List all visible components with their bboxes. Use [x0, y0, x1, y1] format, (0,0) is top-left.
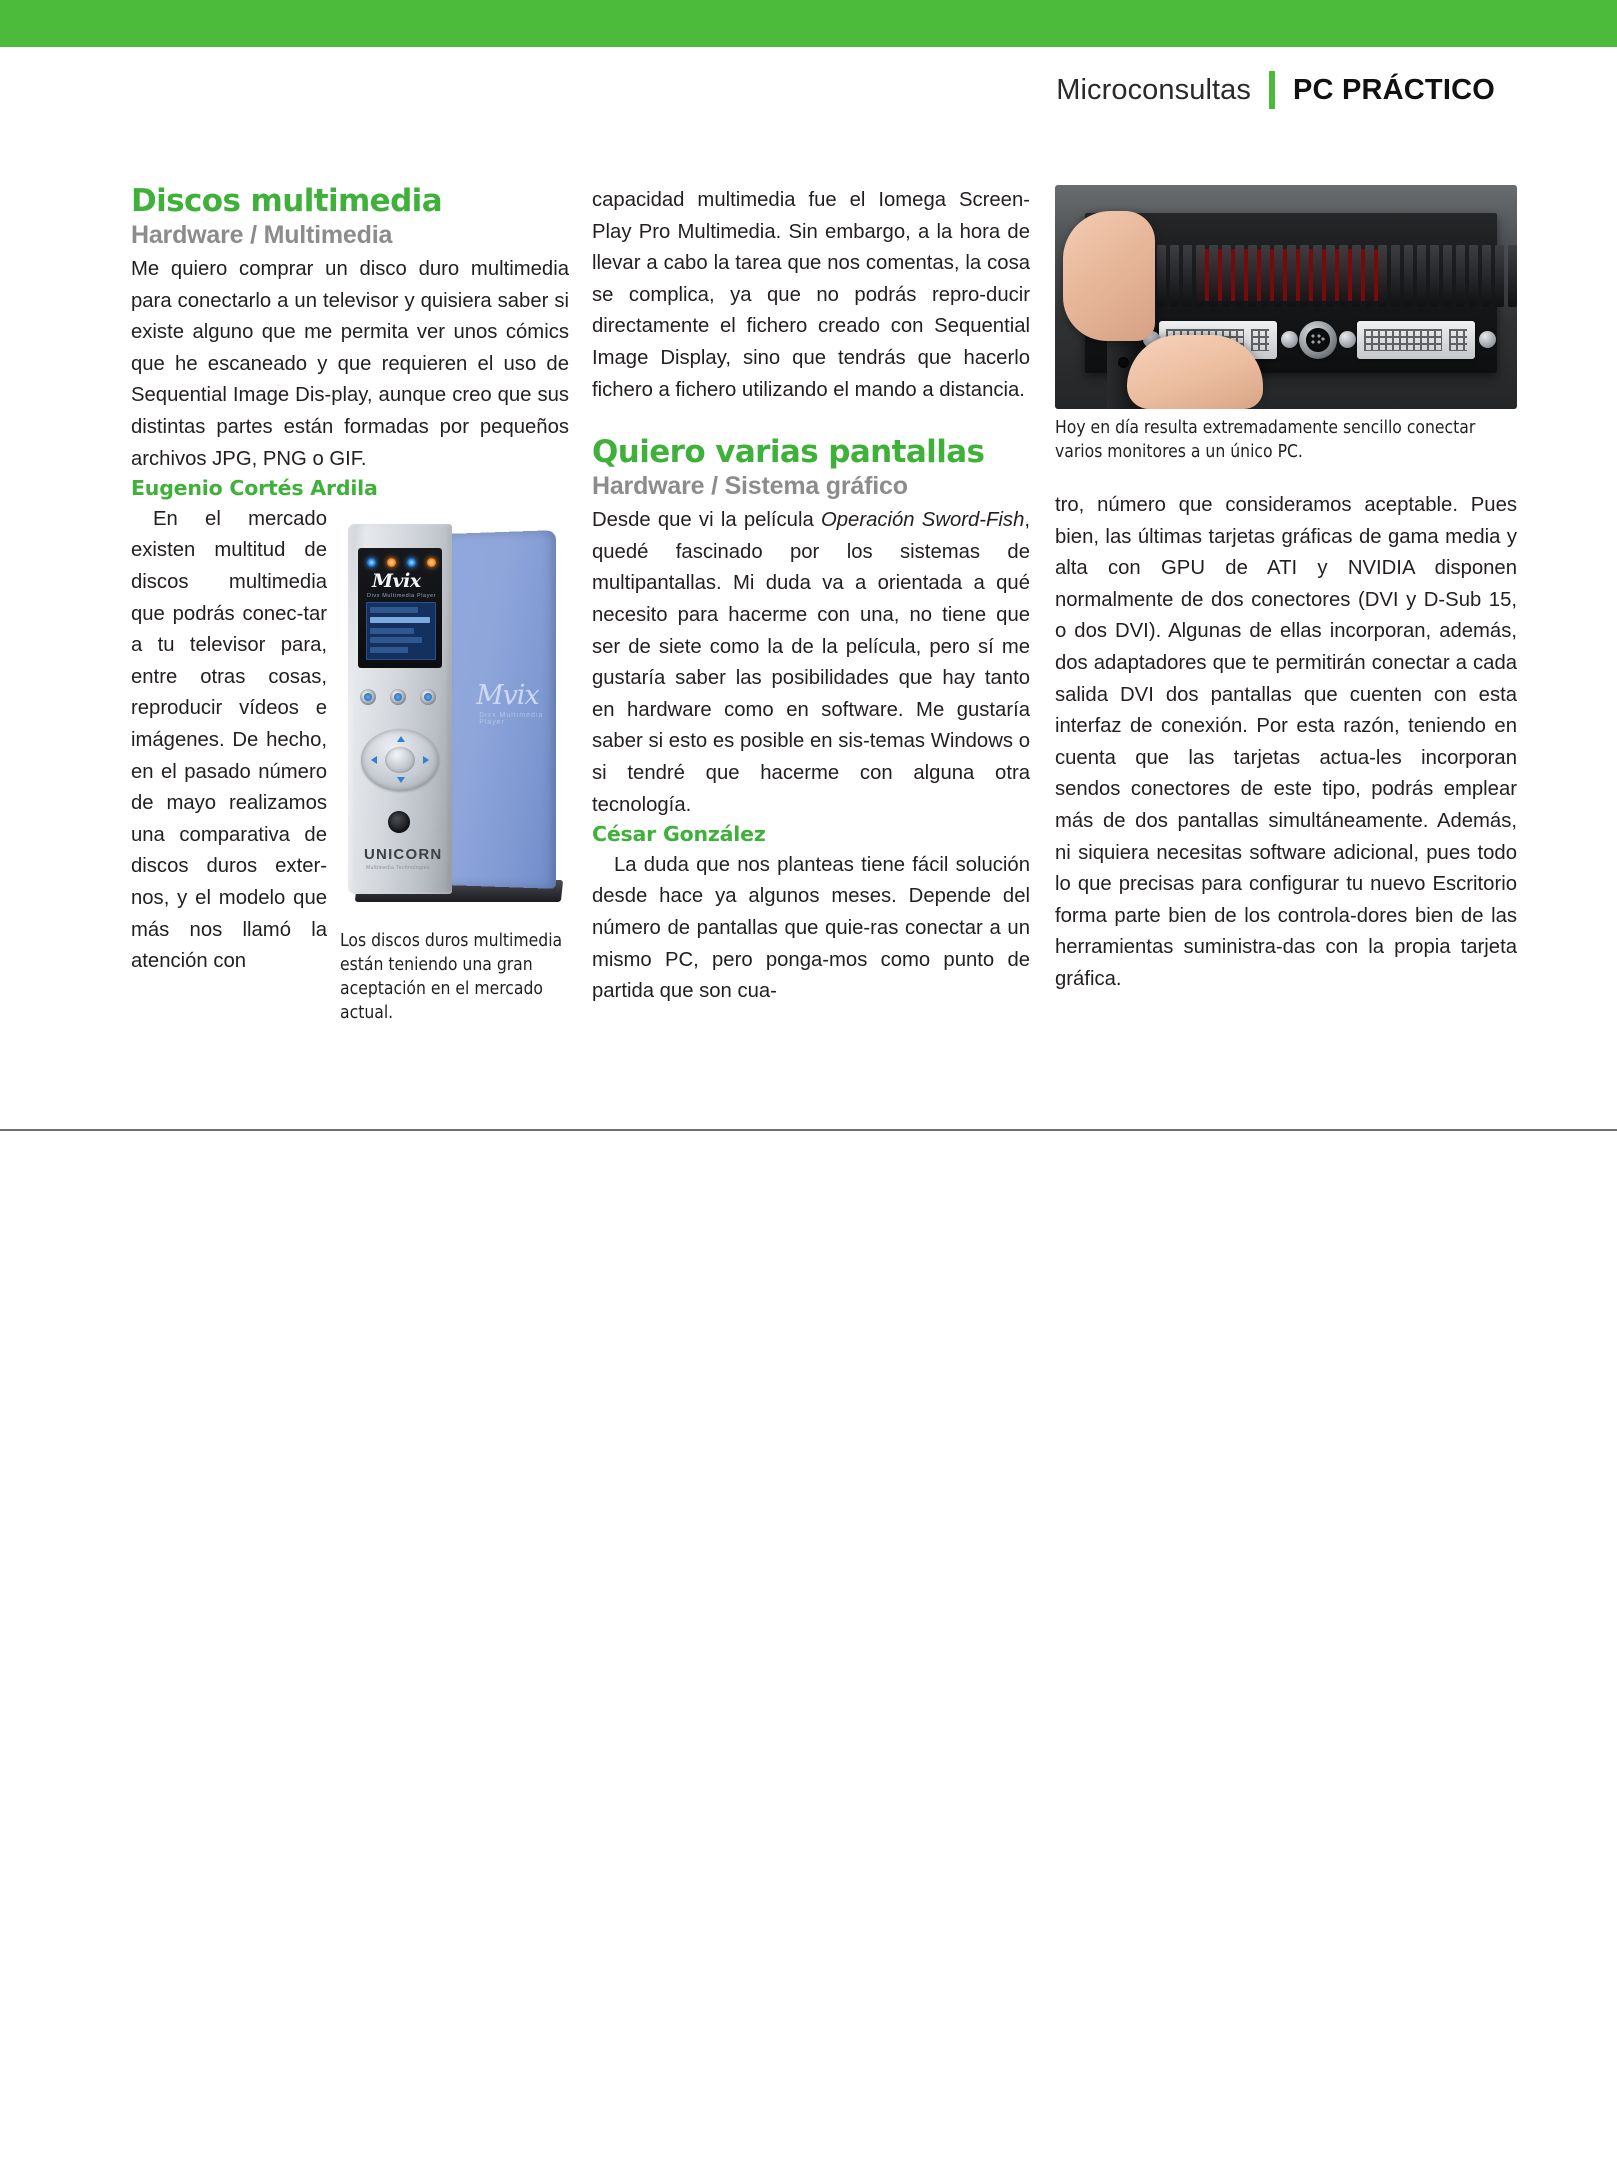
status-led-power-icon: [367, 558, 376, 567]
graphics-card-photo: [1055, 185, 1517, 409]
article-2-question: [592, 505, 1030, 821]
disk-side-brand-logo: Mvix: [476, 679, 539, 711]
disk-front-brand-tagline: Divx Multimedia Player: [367, 592, 437, 599]
section-name: Microconsultas: [1056, 73, 1251, 106]
dvi-2-screw-right-icon: [1479, 331, 1496, 348]
article-1-answer-wrapped: En el mercado existen multitud de discos multimedia que podrás conec-tar a tu televisor para, entre otras cosas, reproducir vídeos e imágenes. De hecho, en el pasado número de mayo realizamos una comparativa de discos duros exter-nos, y el modelo que más nos llamó la atención con: [131, 507, 327, 973]
disk-button-menu: [390, 689, 406, 705]
article-1-title: Discos multimedia: [131, 183, 443, 219]
article-1-answer-wrap-block: [131, 504, 569, 1023]
disk-front-panel: [348, 524, 452, 894]
article-2-answer-part2: tro, número que consideramos aceptable. Pues bien, las últimas tarjetas gráficas de gama media y alta con GPU de ATI y NVIDIA disponen normalmente de dos conectores (DVI y D-Sub 15, o dos DVI). Algunas de ellas incorporan, además, dos adaptadores que te permitirán conectar a cada salida DVI dos pantallas que cuenten con esta interfaz de conexión. Por esta razón, teniendo en cuenta que las tarjetas actua-les incorporan sendos conectores de este tipo, podrás emplear más de dos pantallas simultáneamente. Además, ni siquiera necesitas software adicional, pues todo lo que precisas para configurar tu nuevo Escritorio forma parte bien de los controla-dores bien de las herramientas suministra-das con la propia tarjeta gráfica.: [1055, 494, 1517, 990]
multimedia-disk-caption: Los discos duros multimedia están teniendo una gran aceptación en el mercado actual.: [340, 930, 563, 1023]
disk-ir-receiver-icon: [388, 811, 410, 833]
disk-side-brand-tagline: Divx Multimedia Player: [479, 711, 544, 726]
article-2-question-pre: Desde que vi la película: [592, 509, 821, 532]
article-2-answer-part1: La duda que nos planteas tiene fácil solución desde hace ya algunos meses. Depende del número de pantallas que quie-ras conectar a un mismo PC, pero ponga-mos como punto de partida que son cua-: [592, 853, 1030, 1003]
disk-button-return: [420, 689, 436, 705]
article-2-subtitle: Hardware / Sistema gráfico: [592, 471, 908, 500]
figure-graphics-card: [1055, 185, 1517, 464]
magazine-name: PC PRÁCTICO: [1293, 73, 1495, 106]
disk-dpad-control: [361, 729, 439, 791]
dvi-port-2-icon: [1357, 321, 1475, 359]
disk-display-panel: [358, 548, 442, 668]
disk-secondary-brand: UNICORN: [364, 845, 443, 863]
dvi-1-screw-right-icon: [1281, 331, 1298, 348]
article-2-title: Quiero varias pantallas: [592, 434, 985, 471]
column-1: [131, 183, 569, 1023]
article-1-subtitle: Hardware / Multimedia: [131, 220, 393, 249]
article-2-question-film-title: Operación Sword-Fish: [820, 509, 1025, 532]
article-2-byline: César González: [592, 822, 766, 847]
disk-lcd-screen: [366, 602, 436, 660]
multimedia-disk-photo: [340, 504, 569, 922]
s-video-port-icon: [1299, 321, 1337, 359]
column-2: [592, 185, 1030, 1008]
disk-side-panel: [449, 530, 556, 889]
article-1-question: Me quiero comprar un disco duro multimedia para conectarlo a un televisor y quisiera saber si existe alguno que me permita ver unos cómics que he escaneado y que requieren el uso de Sequential Image Dis-play, aunque creo que sus distintas partes están formadas por pequeños archivos JPG, PNG o GIF.: [131, 258, 569, 470]
disk-secondary-tagline: Multimedia Technologies: [366, 864, 430, 871]
column-3: [1055, 185, 1517, 996]
figure-multimedia-disk: [340, 504, 569, 1025]
status-led-standby-icon: [427, 558, 436, 567]
hand-thumb-lower: [1127, 335, 1263, 409]
dvi-2-screw-left-icon: [1339, 331, 1356, 348]
disk-front-brand-logo: Mvix: [372, 569, 421, 592]
disk-button-setup: [360, 689, 376, 705]
article-1-byline: Eugenio Cortés Ardila: [131, 476, 378, 501]
status-led-hdd-icon: [387, 558, 396, 567]
status-led-net-icon: [407, 558, 416, 567]
bottom-divider-rule: [0, 1129, 1617, 1131]
article-2-question-post: , quedé fascinado por los sistemas de multipantallas. Mi duda va a orientada a qué necesito para hacerme con una, no tiene que ser de siete como la de la película, pero sí me gustaría saber las posibilidades que hay tanto en hardware como en software. Me gustaría saber si esto es posible en sis-temas Windows o si tendré que hacerme con alguna otra tecnología.: [592, 509, 1030, 816]
graphics-card-caption: Hoy en día resulta extremadamente sencillo conectar varios monitores a un único PC.: [1055, 418, 1476, 462]
article-1-answer-continued: capacidad multimedia fue el Iomega Screen-Play Pro Multimedia. Sin embargo, a la hora de llevar a cabo la tarea que nos comentas, la cosa se complica, ya que no podrás repro-ducir directamente el fichero creado con Sequential Image Display, sino que tendrás que hacerlo fichero a fichero utilizando el mando a distancia.: [592, 189, 1030, 401]
hand-thumb-upper: [1063, 211, 1155, 341]
